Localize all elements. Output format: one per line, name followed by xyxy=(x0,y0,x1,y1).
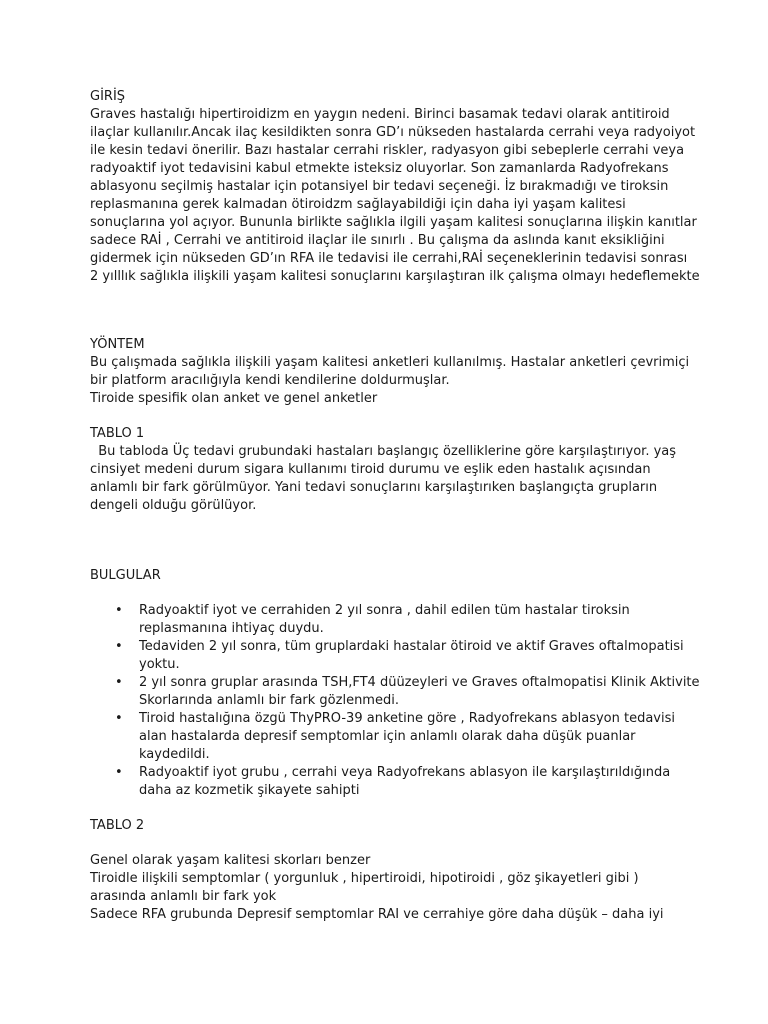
paragraph-line: ile kesin tedavi önerilir. Bazı hastalar cerrahi riskler, radyasyon gibi sebeplerle cerrahi veya xyxy=(90,143,685,158)
section-heading-tablo-1: TABLO 1 xyxy=(90,426,145,441)
bullet-item-line: kaydedildi. xyxy=(139,747,210,762)
paragraph-line: Tiroidle ilişkili semptomlar ( yorgunluk , hipertiroidi, hipotiroidi , göz şikayetleri gibi ) xyxy=(90,871,639,886)
paragraph-line: ilaçlar kullanılır.Ancak ilaç kesildikten sonra GD’ı nükseden hastalarda cerrahi veya radyoiyot xyxy=(90,125,696,140)
section-heading-bulgular: BULGULAR xyxy=(90,568,161,583)
bullet-item-line: yoktu. xyxy=(139,657,180,672)
paragraph-line: cinsiyet medeni durum sigara kullanımı tiroid durumu ve eşlik eden hastalık açısından xyxy=(90,462,651,477)
paragraph-line: bir platform aracılığıyla kendi kendilerine doldurmuşlar. xyxy=(90,373,450,388)
paragraph-line: Genel olarak yaşam kalitesi skorları benzer xyxy=(90,853,371,868)
paragraph-line: gidermek için nükseden GD’ın RFA ile tedavisi ile cerrahi,RAİ seçeneklerinin tedavisi sonrası xyxy=(90,251,688,266)
paragraph-line: radyoaktif iyot tedavisini kabul etmekte isteksiz oluyorlar. Son zamanlarda Radyofrekans xyxy=(90,161,669,176)
paragraph-line: Tiroide spesifik olan anket ve genel anketler xyxy=(90,391,378,406)
bullet-item-line: alan hastalarda depresif semptomlar için anlamlı olarak daha düşük puanlar xyxy=(139,729,636,744)
paragraph-line: Graves hastalığı hipertiroidizm en yaygın nedeni. Birinci basamak tedavi olarak antitiroid xyxy=(90,107,670,122)
paragraph-line: arasında anlamlı bir fark yok xyxy=(90,889,277,904)
paragraph-line: Bu çalışmada sağlıkla ilişkili yaşam kalitesi anketleri kullanılmış. Hastalar anketleri çevrimiçi xyxy=(90,355,690,370)
paragraph-line: 2 yılllık sağlıkla ilişkili yaşam kalitesi sonuçlarını karşılaştıran ilk çalışma olmayı hedeflemekte xyxy=(90,269,700,284)
bullet-item-line: daha az kozmetik şikayete sahipti xyxy=(139,783,360,798)
paragraph-line: Sadece RFA grubunda Depresif semptomlar RAI ve cerrahiye göre daha düşük – daha iyi xyxy=(90,907,664,922)
paragraph-line: replasmanına gerek kalmadan ötiroidzm sağlayabildiği için daha iyi yaşam kalitesi xyxy=(90,197,626,212)
bullet-item-line: 2 yıl sonra gruplar arasında TSH,FT4 düüzeyleri ve Graves oftalmopatisi Klinik Aktivite xyxy=(139,675,700,690)
section-heading-tablo-2: TABLO 2 xyxy=(90,818,145,833)
paragraph-line: anlamlı bir fark görülmüyor. Yani tedavi sonuçlarını karşılaştırıken başlangıçta grupların xyxy=(90,480,658,495)
bullet-item-line: Tedaviden 2 yıl sonra, tüm gruplardaki hastalar ötiroid ve aktif Graves oftalmopatisi xyxy=(139,639,684,654)
bullet-item-line: Skorlarında anlamlı bir fark gözlenmedi. xyxy=(139,693,399,708)
bullet-icon: • xyxy=(115,711,123,726)
bullet-icon: • xyxy=(115,675,123,690)
bullet-item-line: Tiroid hastalığına özgü ThyPRO-39 anketine göre , Radyofrekans ablasyon tedavisi xyxy=(139,711,675,726)
section-heading-giris: GİRİŞ xyxy=(90,89,126,104)
bullet-item-line: Radyoaktif iyot grubu , cerrahi veya Radyofrekans ablasyon ile karşılaştırıldığında xyxy=(139,765,671,780)
bullet-icon: • xyxy=(115,639,123,654)
paragraph-line: sadece RAİ , Cerrahi ve antitiroid ilaçlar ile sınırlı . Bu çalışma da aslında kanıt eksikliğini xyxy=(90,233,665,248)
paragraph-line: sonuçlarına yol açıyor. Bununla birlikte sağlıkla ilgili yaşam kalitesi sonuçlarına ilişkin kanıtlar xyxy=(90,215,697,230)
paragraph-line: Bu tabloda Üç tedavi grubundaki hastaları başlangıç özelliklerine göre karşılaştırıyor. yaş xyxy=(90,444,677,459)
paragraph-line: ablasyonu seçilmiş hastalar için potansiyel bir tedavi seçeneği. İz bırakmadığı ve tiroksin xyxy=(90,179,669,194)
paragraph-line: dengeli olduğu görülüyor. xyxy=(90,498,257,513)
section-heading-yontem: YÖNTEM xyxy=(90,337,145,352)
bullet-icon: • xyxy=(115,765,123,780)
bullet-icon: • xyxy=(115,603,123,618)
bullet-item-line: replasmanına ihtiyaç duydu. xyxy=(139,621,324,636)
bullet-item-line: Radyoaktif iyot ve cerrahiden 2 yıl sonra , dahil edilen tüm hastalar tiroksin xyxy=(139,603,630,618)
